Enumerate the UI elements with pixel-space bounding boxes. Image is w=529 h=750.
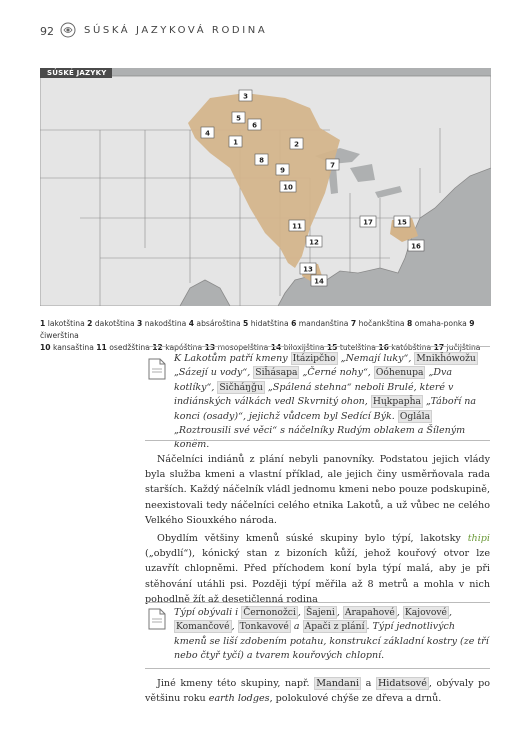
legend-item [152, 343, 204, 352]
legend-language: omaha-ponka [412, 319, 470, 328]
map-marker [408, 240, 424, 251]
note-tipi-tribes: Týpí obývali i Černonožci , Šajeni , Arapahové , Kajovové , Komančové , Tonkavové a Apači z plání . Týpí jednotlivých kmenů se liší zdobením potahu, konstrukcí základní kostry (ze tří nebo čtyř tyčí) a tvarem kouřových chlopní. [174, 607, 489, 662]
legend-language: lakotština [45, 319, 88, 328]
tribe-name: Hųkpapȟa [372, 396, 421, 408]
legend-item [291, 319, 351, 328]
legend-number: 3 [137, 319, 143, 328]
legend-language: tutelština [337, 343, 379, 352]
note-lakota-bands: K Lakotům patří kmeny Itázipčho „Nemají luky“, Mnikȟówožu „Sázejí u vody“, Siȟásapa „Černé nohy“, Oóhenupa „Dva kotlíky“, Sičháŋǧu „Spálená stehna“ neboli Brulé, které v indiánských válkách vedl Skvrnitý ohon, Hųkpapȟa „Táboří na konci (osady)“, jejichž vůdcem byl Sedící Býk. Oglála „Roztrousili své věci“ s náčelníky Rudým oblakem a Šíleným koněm. [174, 353, 477, 451]
note2-bottom-rule [145, 668, 490, 669]
svg-text:8: 8 [259, 156, 264, 165]
legend-language: mosopelština [215, 343, 271, 352]
map-marker [276, 164, 289, 175]
note2-top-rule [145, 602, 490, 603]
legend-language: čiwerština [40, 331, 79, 340]
map-marker [311, 275, 327, 286]
map-marker [232, 112, 245, 123]
svg-text:2: 2 [294, 140, 299, 149]
paragraph-chiefs: Náčelníci indiánů z plání nebyli panovníky. Podstatou jejich vlády byla služba kmeni a vlastní příklad, ale jejich činy usměrňovala rada starších. Každý náčelník vládl jednomu kmeni nebo pouze podskupině, neexistovali tedy náčelníci celého etnika Lakotů, a už vůbec ne celého Velkého Siouxkého národa. [145, 454, 490, 526]
map-marker [289, 220, 305, 231]
svg-text:3: 3 [243, 92, 248, 101]
legend-item [137, 319, 189, 328]
map-marker [248, 119, 261, 130]
legend-number: 9 [469, 319, 475, 328]
paragraph-tipi: Obydlím většiny kmenů súské skupiny bylo týpí, lakotsky thipi („obydlí“), kónický stan z bizoních kůží, jehož kouřový otvor lze uzavřít chlopněmi. Před příchodem koní byla týpí malá, aby je při stěhování utáhli psi. Později týpí měřila až 8 metrů a mohla v nich pohodlně žít až desetičlenná rodina [145, 533, 490, 605]
legend-language: absároština [194, 319, 244, 328]
legend-language: kansaština [50, 343, 97, 352]
legend-language: nakodština [142, 319, 189, 328]
legend-language: katóbština [388, 343, 434, 352]
legend-item [243, 319, 291, 328]
tribe-name: Mandani [316, 678, 360, 689]
legend-number: 10 [40, 343, 51, 352]
legend-language: mandanština [296, 319, 351, 328]
note-bottom-rule [145, 440, 490, 441]
legend-number: 14 [270, 343, 282, 352]
legend-item [96, 343, 152, 352]
svg-text:11: 11 [292, 222, 302, 231]
tribe-name: Sičháŋǧu [219, 381, 263, 393]
map-figure [40, 68, 491, 306]
legend-language: jučijština [444, 343, 481, 352]
svg-text:6: 6 [252, 121, 257, 130]
legend-language: kapóština [162, 343, 205, 352]
svg-text:9: 9 [280, 166, 285, 175]
svg-text:13: 13 [303, 265, 313, 274]
map-marker [360, 216, 376, 227]
map-marker [239, 90, 252, 101]
term-thipi: thipi [467, 533, 490, 544]
legend-number: 5 [243, 319, 249, 328]
legend-number: 17 [433, 343, 445, 352]
legend-number: 15 [326, 343, 338, 352]
map-marker [306, 236, 322, 247]
legend-language: hočankština [356, 319, 407, 328]
svg-text:7: 7 [330, 161, 335, 170]
legend-number: 6 [291, 319, 297, 328]
map-marker [326, 159, 339, 170]
svg-text:12: 12 [309, 238, 319, 247]
legend-number: 16 [378, 343, 389, 352]
svg-text:4: 4 [205, 129, 210, 138]
svg-text:15: 15 [397, 218, 407, 227]
map-marker [290, 138, 303, 149]
map-graphic [40, 68, 491, 306]
svg-text:16: 16 [411, 242, 421, 251]
legend-item [271, 343, 327, 352]
legend-item [87, 319, 137, 328]
legend-number: 7 [350, 319, 357, 328]
map-legend [40, 318, 510, 354]
tribe-name: Tonkavové [239, 621, 289, 633]
legend-language: biloxijština [281, 343, 327, 352]
legend-number: 11 [96, 343, 107, 352]
svg-text:10: 10 [283, 183, 293, 192]
tribe-name: Oglála [399, 410, 431, 422]
document-icon [148, 358, 166, 380]
legend-number: 4 [188, 319, 195, 328]
legend-item [40, 319, 87, 328]
legend-language: hidatština [248, 319, 292, 328]
paragraph-earth-lodges: Jiné kmeny této skupiny, např. Mandani a Hidatsové , obývaly po většinu roku earth lodges, polokulové chýše ze dřeva a drnů. [145, 678, 490, 705]
svg-text:5: 5 [236, 114, 241, 123]
legend-item [434, 343, 481, 352]
term-earth-lodges: earth lodges [208, 693, 270, 705]
legend-item [327, 343, 378, 352]
page-number: 92 [40, 25, 54, 38]
legend-item [351, 319, 407, 328]
tribe-name: Arapahové [344, 607, 395, 618]
svg-text:17: 17 [363, 218, 373, 227]
map-marker [201, 127, 214, 138]
tribe-name: Šajeni [305, 607, 335, 618]
document-icon [148, 608, 166, 630]
svg-text:14: 14 [314, 277, 324, 286]
svg-text:1: 1 [233, 138, 238, 147]
map-label: SÚSKÉ JAZYKY [40, 68, 112, 78]
tribe-name: Kajovové [404, 607, 447, 618]
legend-item [40, 343, 96, 352]
tribe-name: Itázipčho [292, 353, 336, 364]
map-marker [255, 154, 268, 165]
legend-item [189, 319, 243, 328]
map-marker [229, 136, 242, 147]
map-marker [300, 263, 316, 274]
legend-number: 12 [152, 343, 163, 352]
tribe-name: Komančové [176, 621, 230, 633]
tribe-name: Hidatsové [377, 678, 427, 689]
tribe-name: Apači z plání [304, 621, 365, 633]
legend-number: 8 [407, 319, 413, 328]
legend-item [378, 343, 433, 352]
tribe-name: Mnikȟówožu [416, 353, 476, 364]
ornament-icon [60, 22, 76, 38]
legend-number: 1 [40, 319, 46, 328]
map-marker [280, 181, 296, 192]
tribe-name: Siȟásapa [255, 367, 298, 379]
legend-language: osedžština [106, 343, 153, 352]
legend-item [205, 343, 271, 352]
legend-language: dakotština [92, 319, 138, 328]
tribe-name: Oóhenupa [375, 367, 424, 379]
tribe-name: Černonožci [243, 607, 296, 618]
legend-number: 2 [87, 319, 93, 328]
legend-number: 13 [204, 343, 216, 352]
map-marker [394, 216, 410, 227]
legend-item [407, 319, 469, 328]
note-top-rule [145, 346, 490, 347]
running-title: SÚSKÁ JAZYKOVÁ RODINA [84, 25, 268, 36]
